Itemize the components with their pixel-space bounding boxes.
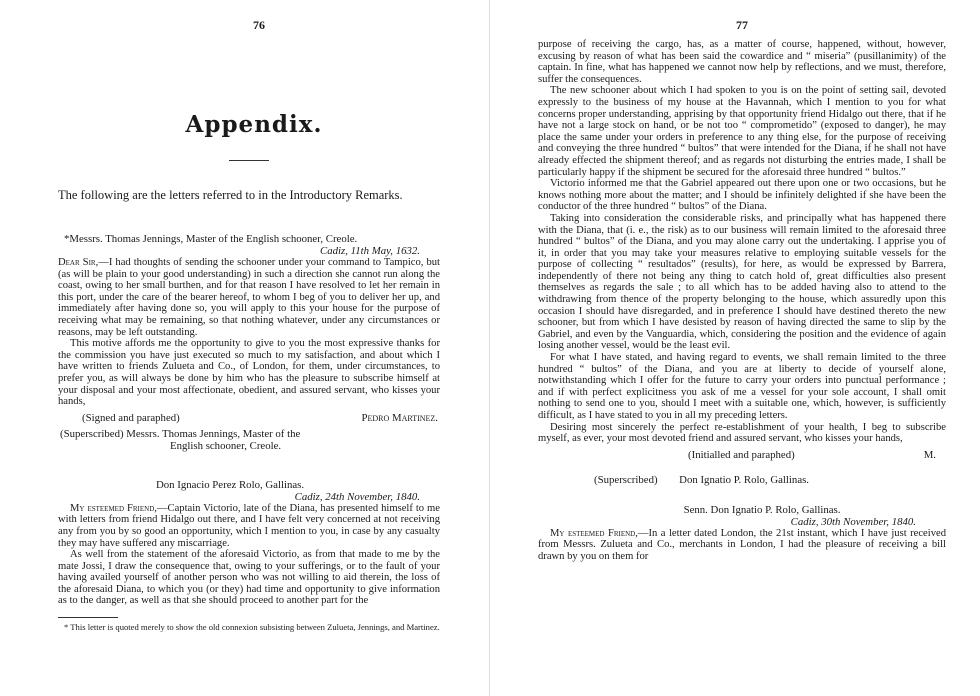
letter3-salutation: My esteemed Friend, bbox=[550, 527, 638, 539]
right-para5: For what I have stated, and having regard to events, we shall remain limited to the three hundred “ bultos” of the Diana, and you are at liberty to decide of yourself alone, notwithstanding which I offer for the future to carry your orders into punctual performance ; and if with perfect explicitness you ask of me a vessel for your sole account, I shall omit nothing to send one to you, should I meet with a suitable one, which, however, is sufficiently difficult, as I have stated to you in all my preceding letters. bbox=[538, 352, 946, 421]
right-para-cont: purpose of receiving the cargo, has, as a matter of course, happened, without, however, excusing by reason of what has been said the cowardice and “ miseria” (pusillanimity) of the captain. In fine, what has happened we cannot now help by reflections, and we must, therefore, suffer the consequences. bbox=[538, 39, 946, 85]
letter3-dateline: Cadiz, 30th November, 1840. bbox=[790, 515, 916, 528]
superscribed-line2: English schooner, Creole. bbox=[170, 439, 282, 452]
superscribed-line1: (Superscribed) Messrs. Thomas Jennings, Master of the bbox=[60, 427, 301, 440]
letter2-salutation: My esteemed Friend, bbox=[70, 502, 157, 514]
letter2-signer: M. bbox=[923, 448, 936, 461]
letter1-address: *Messrs. Thomas Jennings, Master of the English schooner, Creole. bbox=[64, 233, 358, 245]
title-rule bbox=[229, 160, 269, 161]
appendix-title: Appendix. bbox=[185, 111, 323, 138]
page-number-right: 77 bbox=[736, 18, 748, 32]
letter2-dateline: Cadiz, 24th November, 1840. bbox=[294, 490, 420, 503]
page-number-left: 76 bbox=[253, 18, 265, 32]
right-para3: Victorio informed me that the Gabriel appeared out there upon one or two occasions, but he knows nothing more about the matter; and I should be infinitely delighted if she have been the conductor of the three hundred “ bultos” of the Diana. bbox=[538, 178, 946, 213]
letter1-para1: —I had thoughts of sending the schooner under your command to Tampico, but (as will be plain to your good understanding) in such a direction she cannot run along the coast, owing to her small burthen, and for that reason I have resolved to let her remain in this port, under the care of the bearer hereof, to whom I beg of you to deliver her up, and immediately after having done so, you will apply to this your house for the purpose of receiving what may be remaining, so that nothing whatever, under any circumstances or reasons, may be left outstanding. bbox=[58, 257, 440, 338]
letter1-signed: (Signed and paraphed) bbox=[82, 411, 180, 424]
letter1-para2: This motive affords me the opportunity to give to you the most expressive thanks for the commission you have just executed so much to my satisfaction, and about which I have written to friends Zulueta and Co., of London, for them, under circumstances, to prefer you, as will always be done by him who has the pleasure to subscribe himself at your disposal and your most affectionate, obedient, and assured servant, who kisses your hands, bbox=[58, 338, 440, 408]
right-para4: Taking into consideration the considerable risks, and principally what has happened there with the Diana, that (i. e., the risk) as to our business will remain limited to the aforesaid three hundred “ bultos” of the Diana, and you may alone carry out the undertaking. I apprise you of it, in order that you may take your measures relative to employing suitable vessels for the purpose of collecting “ resultados” (results), for here, as would be expressed by Barrera, independently of there not being any thing to catch hold of, great difficulties also present themselves as regards the sale ; to all which has to be added having also to attend to the withdrawing from thence of the property belonging to the house, which assuredly upon this occasion I should have disregarded, and in preference I should have destined thereto the new schooner, but from which I have desisted by reason of having directed the same to slip by the Gabriel, and even by the Vanguardia, which, considering the position and the evidence of again losing another vessel, would be the least evil. bbox=[538, 212, 946, 352]
footnote-rule bbox=[58, 617, 118, 618]
letter3-body bbox=[538, 528, 946, 563]
right-para6: Desiring most sincerely the perfect re-establishment of your health, I beg to subscribe myself, as ever, your most devoted friend and assured servant, who kisses your hands, bbox=[538, 421, 946, 445]
right-body bbox=[538, 39, 946, 445]
letter2-superscribed: (Superscribed) Don Ignatio P. Rolo, Gallinas. bbox=[594, 473, 810, 486]
letter2-signed: (Initialled and paraphed) bbox=[688, 448, 795, 461]
letter1-superscribed bbox=[58, 428, 440, 452]
letter2-para1: —Captain Victorio, late of the Diana, has presented himself to me with letters from friend Hidalgo out there, and I have felt very concerned at not receiving any from you by so good an opportunity, which I mention to you, in case by any casualty they may have suffered any miscarriage. bbox=[58, 502, 440, 549]
intro-text: The following are the letters referred to in the Introductory Remarks. bbox=[58, 188, 403, 202]
right-para2: The new schooner about which I had spoken to you is on the point of setting sail, devoted expressly to the business of my house at the Havannah, which I mention to you for what concerns proper understanding, apprising by that opportunity friend Hidalgo out there, that if he have not a large stock on hand, or be not too “ comprometido” (exposed to danger), he may place the same under your orders in preference to any thing else, for the purpose of receiving and conveying the three hundred “ bultos” that were intended for the Diana, if he shall not have already effected the shipment thereof; and as regards not disturbing the entries made, I shall be particularly happy if the shipment be secured for the aforesaid three hundred “ bultos.” bbox=[538, 85, 946, 178]
right-page bbox=[490, 0, 980, 696]
letter3-para1: —In a letter dated London, the 21st instant, which I have just received from Messrs. Zulueta and Co., merchants in London, I had the pleasure of receiving a bill drawn by you on them for bbox=[538, 527, 946, 562]
letter2-signature bbox=[538, 449, 946, 461]
letter3-address: Senn. Don Ignatio P. Rolo, Gallinas. bbox=[683, 503, 841, 516]
letter1-signature bbox=[58, 412, 440, 424]
letter1-dateline: Cadiz, 11th May, 1632. bbox=[320, 245, 420, 257]
letter1-body bbox=[58, 257, 440, 408]
letter2-para2: As well from the statement of the aforesaid Victorio, as from that made to me by the mate Jossi, I draw the consequence that, owing to your sufferings, or to the fault of your having availed yourself of another person who was not willing to aid therein, the loss of the aforesaid Diana, to which you (or they) had time and opportunity to give information as to the danger, as well as that she should proceed to another part for the bbox=[58, 549, 440, 607]
letter1-salutation: Dear Sir, bbox=[58, 257, 99, 268]
footnote: * This letter is quoted merely to show the old connexion subsisting between Zulueta, Jennings, and Martinez. bbox=[64, 622, 440, 633]
letter2-address: Don Ignacio Perez Rolo, Gallinas. bbox=[155, 478, 305, 491]
letter2-body bbox=[58, 503, 440, 607]
letter1-signer: Pedro Martinez. bbox=[361, 411, 438, 424]
